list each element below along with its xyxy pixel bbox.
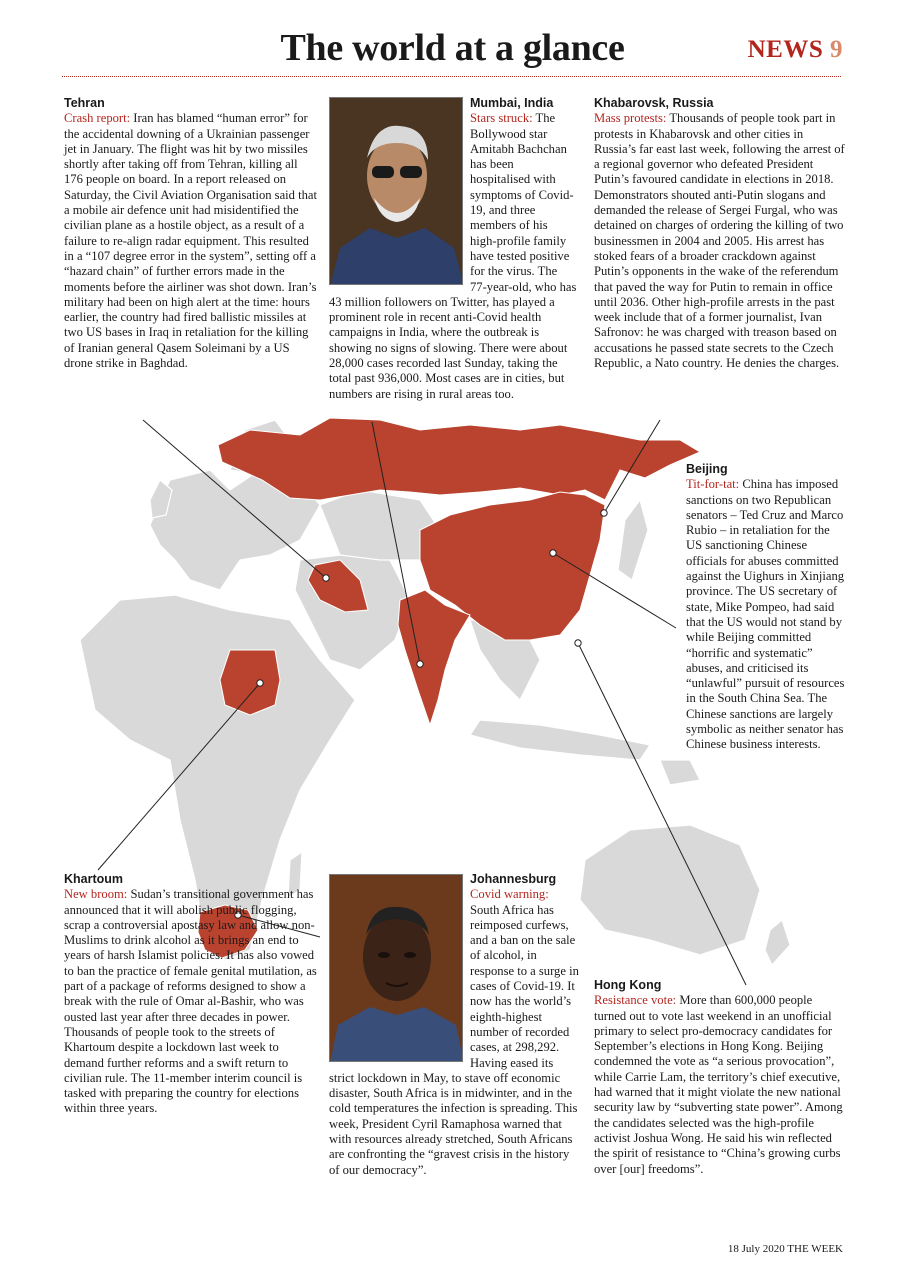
story-place: Khartoum: [64, 872, 124, 886]
story-text: [64, 111, 318, 371]
story-kicker: Stars struck:: [470, 111, 533, 126]
land-new-zealand: [765, 920, 790, 965]
footer-publication: THE WEEK: [787, 1243, 843, 1255]
section-name: NEWS: [747, 36, 824, 63]
story-place: Tehran: [64, 96, 105, 110]
page-title: The world at a glance: [280, 27, 625, 69]
land-pacific-islands: [660, 760, 700, 785]
story-kicker: Mass protests:: [594, 111, 667, 126]
marker-hongkong: [575, 640, 581, 646]
story-text: [594, 993, 846, 1177]
story-kicker: Crash report:: [64, 111, 131, 126]
story-body: The Bollywood star Amitabh Bachchan has been hospitalised with symptoms of Covid-19, and three members of his high-profile family have tested positive for the virus. The 77-year-old, who has 43 million followers on Twitter, has played a prominent role in recent anti-Covid health campaigns in India, where the outbreak is showing no signs of slowing. There were about 28,000 cases recorded last Sunday, taking the total past 936,000. Most cases are in cities, but numbers are rising in rural areas too.: [329, 111, 577, 401]
marker-khabarovsk: [601, 510, 607, 516]
story-khartoum: [64, 872, 320, 1117]
story-body: South Africa has reimposed curfews, and a ban on the sale of alcohol, in response to a surge in cases of Covid-19. It now has the world’s eighth-highest number of recorded cases, at 298,292. Having eased its strict lockdown in May, to stave off economic disaster, South Africa is in midwinter, and in the cold temperatures the infection is spreading. This week, President Cyril Ramaphosa warned that with resources already stretched, South Africans are confronting the “gravest crisis in the history of our democracy”.: [329, 902, 579, 1177]
story-place: Hong Kong: [594, 978, 662, 992]
story-kicker: Tit-for-tat:: [686, 477, 740, 492]
story-khabarovsk: [594, 96, 846, 371]
header-rule: [62, 76, 841, 77]
land-russia: [218, 418, 700, 500]
marker-tehran: [323, 575, 329, 581]
story-text: [686, 477, 846, 752]
story-body: Iran has blamed “human error” for the accidental downing of a Ukrainian passenger jet in January. The flight was hit by two missiles shortly after taking off from Tehran, killing all 176 people on board. In a report released on Saturday, the Civil Aviation Organisation said that a mobile air defence unit had misidentified the civilian plane as a hostile object, as a result of a failure to re-align radar equipment. This resulted in a “107 degree error in the system”, setting off a “hazard chain” of further errors made in the moments before the airliner was shot down. Iran’s military had been on high alert at the time: hours earlier, the country had fired ballistic missiles at two US bases in Iraq in retaliation for the killing of Iranian general Qasem Soleimani by a US drone strike in Baghdad.: [64, 111, 318, 371]
footer-date: 18 July 2020: [727, 1243, 785, 1255]
photo-wrap-space: [329, 96, 470, 285]
photo-wrap-space: [329, 872, 470, 1061]
footer: [728, 1243, 843, 1255]
story-johannesburg: [329, 872, 579, 1178]
story-kicker: Covid warning:: [470, 887, 549, 902]
land-japan: [618, 500, 648, 580]
story-tehran: [64, 96, 318, 371]
land-india: [398, 590, 470, 725]
page-number: 9: [830, 36, 843, 63]
story-text: [64, 887, 320, 1116]
story-place: Mumbai, India: [470, 96, 554, 110]
story-body: Sudan’s transitional government has announced that it will abolish public flogging, scrap a controversial apostasy law and allow non-Muslims to drink alcohol as it brings an end to years of harsh Islamist policies. It has also vowed to ban the practice of female genital mutilation, as part of a package of reforms designed to show a break with the rule of Omar al-Bashir, who was ousted last year after three decades in power. Thousands of people took to the streets of Khartoum despite a lockdown last week to demand further reforms and a swift return to civilian rule. The 11-member interim council is tasked with preparing the country for elections within three years.: [64, 887, 317, 1116]
marker-khartoum: [257, 680, 263, 686]
land-australia: [580, 825, 760, 955]
marker-beijing: [550, 550, 556, 556]
story-hongkong: [594, 978, 846, 1177]
story-body: China has imposed sanctions on two Republican senators – Ted Cruz and Marco Rubio – in retaliation for the US sanctioning Chinese officials for abuses committed against the Uighurs in Xinjiang province. The US secretary of state, Mike Pompeo, had said that the US would not stand by while Beijing committed “horrific and systematic” abuses, and criticised its “unlawful” pursuit of resources in the South China Sea. The Chinese sanctions are largely symbolic as neither senator has Chinese business interests.: [686, 477, 845, 752]
story-beijing: [686, 462, 846, 753]
story-place: Beijing: [686, 462, 728, 476]
section-label: [748, 36, 843, 64]
story-text: [594, 111, 846, 371]
story-body: Thousands of people took part in protests in Khabarovsk and other cities in Russia’s far east last week, following the arrest of a regional governor who defeated President Putin’s favoured candidate in elections in 2018. Demonstrators shouted anti-Putin slogans and demanded the release of Sergei Furgal, who was detained on charges of ordering the killing of two businessmen in 2004 and 2005. His arrest has stoked fears of a broader crackdown against Putin’s opponents in the wake of the referendum that paved the way for Putin to remain in office until 2036. Other high-profile arrests in the past week include that of a former journalist, Ivan Safronov: he was charged with treason based on accusations he passed state secrets to the Czech Republic, a Nato country. He denies the charges.: [594, 111, 845, 371]
story-mumbai: [329, 96, 577, 402]
story-place: Johannesburg: [470, 872, 557, 886]
story-kicker: New broom:: [64, 887, 128, 902]
marker-mumbai: [417, 661, 423, 667]
story-place: Khabarovsk, Russia: [594, 96, 714, 110]
story-body: More than 600,000 people turned out to vote last weekend in an unofficial primary to select pro-democracy candidates for September’s elections in Hong Kong. Beijing condemned the vote as “a serious provocation”, while Carrie Lam, the territory’s chief executive, had warned that it might violate the new national security law by “subverting state power”. Among the candidates selected was the high-profile activist Joshua Wong. He said his win reflected the spirit of resistance to “China’s growing curbs over [our] freedoms”.: [594, 993, 843, 1176]
story-kicker: Resistance vote:: [594, 993, 677, 1008]
land-sudan: [220, 650, 280, 715]
land-indonesia: [470, 720, 650, 760]
